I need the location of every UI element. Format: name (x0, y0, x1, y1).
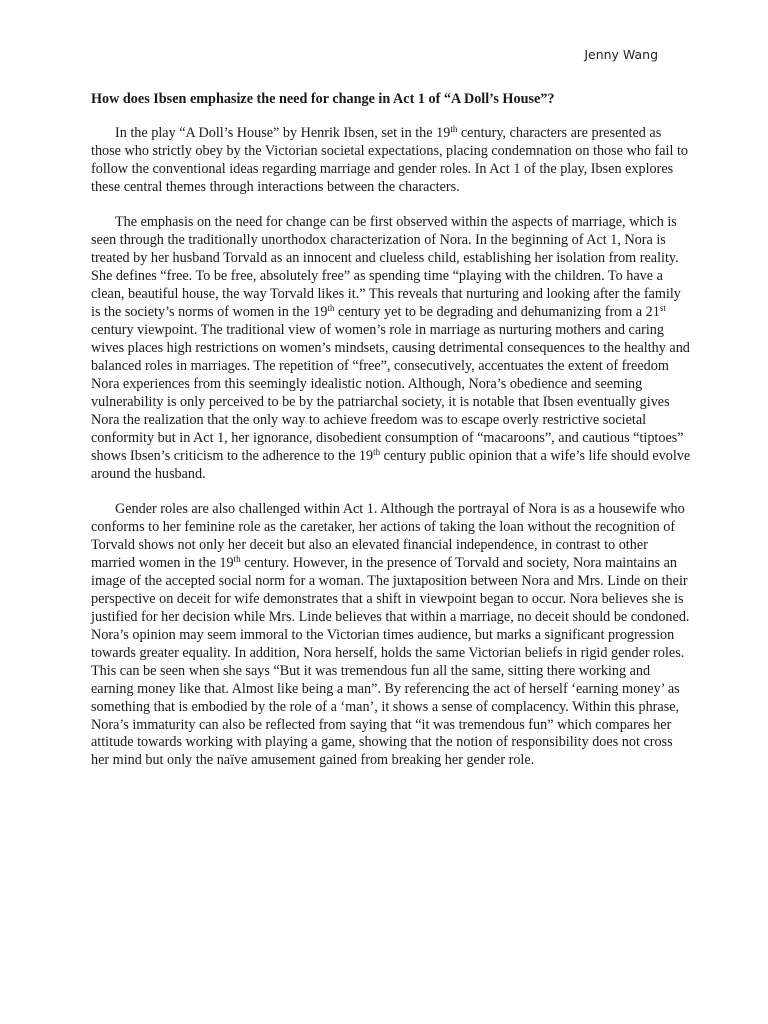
ordinal-suffix: st (659, 303, 666, 314)
ordinal-suffix: th (373, 446, 381, 457)
paragraph-text: century yet to be degrading and dehumanizing from a 21 (334, 304, 660, 321)
essay-question: How does Ibsen emphasize the need for change in Act 1 of “A Doll’s House”? (91, 91, 555, 107)
ordinal-suffix: th (233, 553, 241, 564)
paragraph-text: century public opinion that a wife’s life should evolve around the husband. (91, 447, 691, 482)
ordinal-suffix: th (450, 123, 458, 134)
paragraph-text: century, characters are presented as those who strictly obey by the Victorian societal expectations, placing condemnation on those who fail to follow the conventional ideas regarding marriage and gender roles. In Act 1 of the play, Ibsen explores these central themes through interactions between the characters. (91, 124, 688, 195)
paragraph-text: Gender roles are also challenged within Act 1. Although the portrayal of Nora is as a housewife who conforms to her feminine role as the caretaker, her actions of taking the loan without the recognition of Torvald shows not only her deceit but also an elevated financial independence, in contrast to other married women in the 19 (91, 501, 685, 571)
paragraph-marriage (91, 214, 691, 483)
paragraph-text: century. However, in the presence of Torvald and society, Nora maintains an image of the accepted social norm for a woman. The juxtaposition between Nora and Mrs. Linde on their perspective on deceit for wife demonstrates that a shift in viewpoint began to occur. Nora believes she is justified for her decision while Mrs. Linde believes that within a marriage, no deceit should be condoned. Nora’s opinion may seem immoral to the Victorian times audience, but marks a significant progression towards greater equality. In addition, Nora herself, holds the same Victorian beliefs in rigid gender roles. This can be seen when she says “But it was tremendous fun all the same, sitting there working and earning money like that. Almost like being a man”. By referencing the act of herself ‘earning money’ as something that is embodied by the role of a ‘man’, it shows a sense of complacency. Within this phrase, Nora’s immaturity can also be reflected from saying that “it was tremendous fun” which compares her attitude towards working with playing a game, showing that the notion of responsibility does not cross her mind but only the naïve amusement gained from breaking her gender role. (91, 554, 690, 769)
paragraph-introduction (91, 125, 691, 197)
author-name: Jenny Wang (584, 47, 658, 62)
paragraph-text: The emphasis on the need for change can be first observed within the aspects of marriage, which is seen through the traditionally unorthodox characterization of Nora. In the beginning of Act 1, Nora is treated by her husband Torvald as an innocent and clueless child, establishing her isolation from reality. She defines “free. To be free, absolutely free” as spending time “playing with the children. To have a clean, beautiful house, the way Torvald likes it.” This reveals that nurturing and looking after the family is the society’s norms of women in the 19 (91, 214, 681, 321)
paragraph-text: In the play “A Doll’s House” by Henrik Ibsen, set in the 19 (115, 124, 451, 141)
paragraph-gender-roles (91, 501, 691, 770)
paragraph-text: century viewpoint. The traditional view of women’s role in marriage as nurturing mothers and caring wives places high restrictions on women’s mindsets, causing detrimental consequences to the healthy and balanced roles in marriages. The repetition of “free”, consecutively, accentuates the extent of freedom Nora experiences from this seemingly idealistic notion. Although, Nora’s obedience and seeming vulnerability is only perceived to be by the patriarchal society, it is notable that Ibsen eventually gives Nora the realization that the only way to achieve freedom was to escape overly restrictive societal conformity but in Act 1, her ignorance, disobedient consumption of “macaroons”, and cautious “tiptoes” shows Ibsen’s criticism to the adherence to the 19 (91, 321, 690, 464)
ordinal-suffix: th (327, 303, 335, 314)
essay-body (91, 91, 691, 788)
